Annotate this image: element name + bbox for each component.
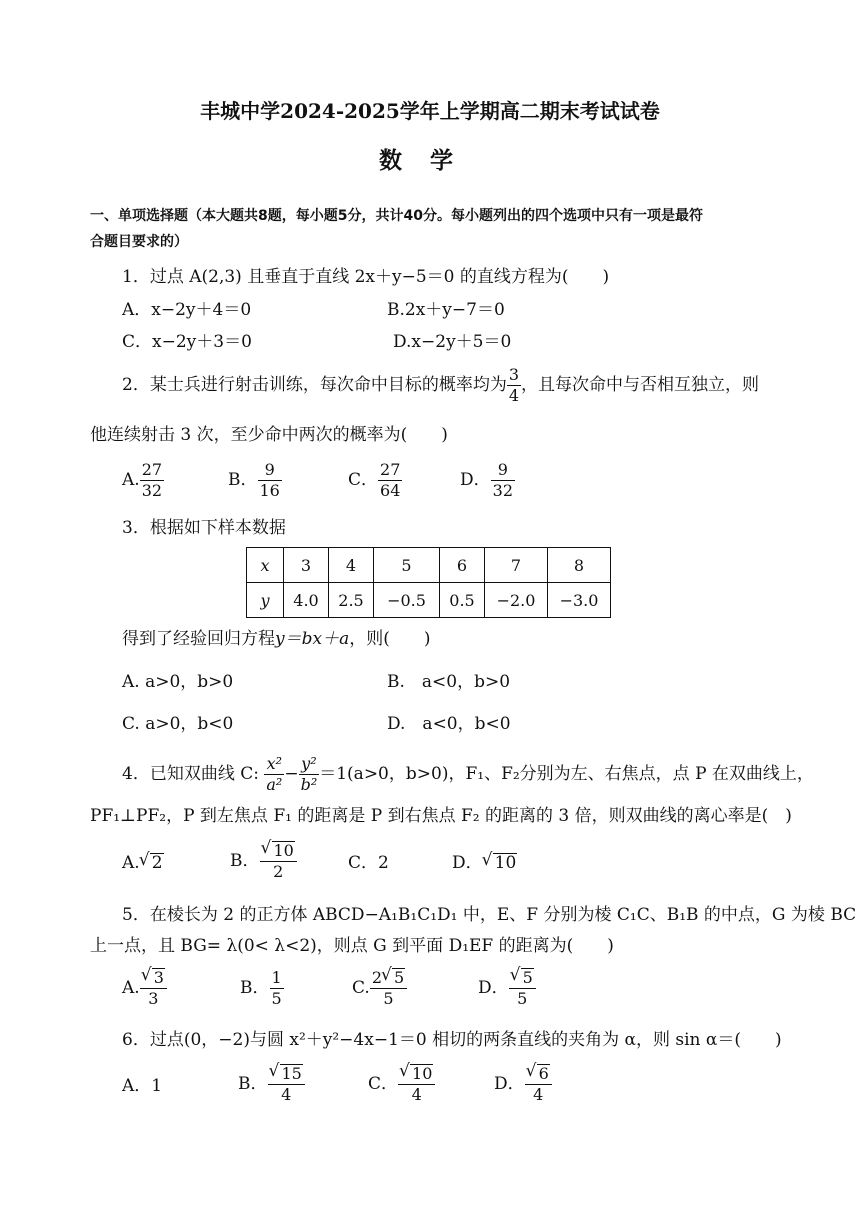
subject-title: 数学 xyxy=(379,147,481,174)
q5-option-a-radical: √ 3 xyxy=(152,968,165,987)
q2-option-a-den: 32 xyxy=(141,481,163,500)
table-cell: 3 xyxy=(284,548,329,583)
q2-stem-post: ，且每次命中与否相互独立，则 xyxy=(521,375,760,395)
q1-stem: 1．过点 A(2,3) 且垂直于直线 2x＋y−5＝0 的直线方程为( ) xyxy=(122,267,610,287)
q5-stem-line1: 5．在棱长为 2 的正方体 ABCD−A₁B₁C₁D₁ 中，E、F 分别为棱 C₁C、B₁B 的中点，G 为棱 BC xyxy=(122,905,857,925)
q4-frac2-den: b² xyxy=(300,775,318,794)
q4-option-b xyxy=(230,841,297,882)
q6-option-a-value: 1 xyxy=(151,1076,163,1096)
q4-option-d-label: D． xyxy=(452,853,483,873)
q3-option-b: B. a<0，b>0 xyxy=(387,672,511,692)
q4-frac1-num: x² xyxy=(264,754,284,775)
q6-option-c-label: C． xyxy=(368,1074,399,1094)
q1-option-b: B.2x＋y−7＝0 xyxy=(387,300,505,320)
q2-option-b-num: 9 xyxy=(258,460,282,481)
section-heading-line1: 一、单项选择题（本大题共8题，每小题5分，共计40分。每小题列出的四个选项中只有一项是最符 xyxy=(90,208,703,224)
q6-stem: 6．过点(0，−2)与圆 x²＋y²−4x−1＝0 相切的两条直线的夹角为 α，则 sin α＝( ) xyxy=(122,1030,782,1050)
table-cell-x-label: x xyxy=(247,548,284,583)
q5-option-a xyxy=(122,968,167,1009)
q1-option-c: C．x−2y＋3＝0 xyxy=(122,332,252,352)
q2-option-c xyxy=(348,460,402,501)
q5-option-d-label: D． xyxy=(478,978,509,998)
q5-option-b xyxy=(240,968,284,1009)
q2-option-b xyxy=(228,460,282,501)
q6-option-b-den: 4 xyxy=(281,1085,292,1104)
q4-option-b-label: B． xyxy=(230,851,260,871)
q5-option-c-radical: √ 5 xyxy=(392,968,405,987)
q3-option-c: C. a>0，b<0 xyxy=(122,714,234,734)
q2-stem-line2: 他连续射击 3 次，至少命中两次的概率为( ) xyxy=(90,425,448,445)
q4-fraction-x xyxy=(264,754,284,795)
q5-option-b-den: 5 xyxy=(271,989,282,1008)
table-cell: −0.5 xyxy=(374,583,440,618)
q2-option-d xyxy=(460,460,515,501)
q4-stem-line2: PF₁⊥PF₂，P 到左焦点 F₁ 的距离是 P 到右焦点 F₂ 的距离的 3 倍，则双曲线的离心率是( ) xyxy=(90,806,792,826)
table-cell: 4.0 xyxy=(284,583,329,618)
q3-regression-line xyxy=(122,628,430,650)
table-row xyxy=(247,548,611,583)
table-cell: 5 xyxy=(374,548,440,583)
q4-stem-pre: 4．已知双曲线 C: xyxy=(122,764,259,784)
q4-option-b-radical: √ 10 xyxy=(272,841,295,860)
q2-prob-den: 4 xyxy=(508,386,520,405)
q4-stem-post: ＝1(a>0，b>0)，F₁、F₂分别为左、右焦点，点 P 在双曲线上， xyxy=(319,764,814,784)
q3-regression-equation: y＝bx＋a xyxy=(275,629,350,649)
q5-option-d-den: 5 xyxy=(517,989,528,1008)
q4-option-b-den: 2 xyxy=(273,862,284,881)
q5-stem-line2: 上一点，且 BG= λ(0< λ<2)，则点 G 到平面 D₁EF 的距离为( ) xyxy=(90,936,614,956)
q4-frac2-num: y² xyxy=(299,754,320,775)
q2-option-d-den: 32 xyxy=(492,481,513,500)
q5-option-c xyxy=(352,968,407,1009)
q2-prob-num: 3 xyxy=(508,365,520,384)
q5-option-c-den: 5 xyxy=(383,989,394,1008)
q5-option-d-radical: √ 5 xyxy=(521,968,534,987)
table-row xyxy=(247,583,611,618)
q3-stem: 3．根据如下样本数据 xyxy=(122,518,286,538)
table-cell: 4 xyxy=(329,548,374,583)
q5-option-b-label: B． xyxy=(240,978,270,998)
section-heading-line2: 合题目要求的） xyxy=(90,234,188,250)
q4-option-a-radical: √ 2 xyxy=(150,853,164,872)
q2-stem-line1 xyxy=(122,365,759,406)
q5-option-c-coef: 2 xyxy=(371,968,382,987)
q2-option-b-den: 16 xyxy=(259,481,280,500)
table-cell: −2.0 xyxy=(485,583,548,618)
q2-stem-pre: 2．某士兵进行射击训练，每次命中目标的概率均为 xyxy=(122,375,507,395)
q3-option-d: D. a<0，b<0 xyxy=(387,714,511,734)
q3-regression-post: ，则( ) xyxy=(349,629,431,649)
q2-option-d-label: D． xyxy=(460,470,491,490)
q4-option-c-value: 2 xyxy=(378,853,389,873)
q2-option-c-num: 27 xyxy=(380,460,401,479)
q4-option-d-radical: √ 10 xyxy=(493,853,518,872)
q6-option-d xyxy=(494,1064,552,1105)
q5-option-b-num: 1 xyxy=(271,968,282,987)
q2-probability-fraction xyxy=(507,365,521,406)
q3-regression-pre: 得到了经验回归方程 xyxy=(122,629,275,649)
q5-option-a-label: A. xyxy=(122,978,140,998)
q2-option-c-label: C． xyxy=(348,470,379,490)
q1-option-d: D.x−2y＋5＝0 xyxy=(393,332,512,352)
q5-option-d xyxy=(478,968,536,1009)
q4-stem-line1 xyxy=(122,754,814,795)
q6-option-b-radical: √ 15 xyxy=(280,1064,303,1083)
q6-option-d-radical: √ 6 xyxy=(537,1064,550,1083)
q6-option-c-radical: √ 10 xyxy=(410,1064,433,1083)
table-cell: 7 xyxy=(485,548,548,583)
q4-option-c-label: C． xyxy=(348,853,379,873)
q4-minus: − xyxy=(284,764,299,784)
q6-option-d-den: 4 xyxy=(533,1085,544,1104)
q5-option-c-label: C. xyxy=(352,978,370,998)
q4-option-a-label: A. xyxy=(122,853,140,873)
table-cell-y-label: y xyxy=(247,583,284,618)
q6-option-b-label: B． xyxy=(238,1074,268,1094)
table-cell: 6 xyxy=(440,548,485,583)
table-cell: 2.5 xyxy=(329,583,374,618)
q4-option-a xyxy=(122,852,164,874)
q6-option-a-label: A． xyxy=(122,1076,152,1096)
table-cell: 8 xyxy=(548,548,611,583)
q2-option-a-label: A. xyxy=(122,470,140,490)
q3-data-table xyxy=(246,547,611,618)
q2-option-c-den: 64 xyxy=(380,481,401,500)
q1-option-a: A．x−2y＋4＝0 xyxy=(122,300,252,320)
table-cell: −3.0 xyxy=(548,583,611,618)
exam-title: 丰城中学2024-2025学年上学期高二期末考试试卷 xyxy=(200,99,660,123)
q6-option-c-den: 4 xyxy=(411,1085,422,1104)
q4-fraction-y xyxy=(299,754,320,795)
q6-option-d-label: D． xyxy=(494,1074,525,1094)
q5-option-a-den: 3 xyxy=(148,989,159,1008)
q6-option-b xyxy=(238,1064,305,1105)
q6-option-a xyxy=(122,1075,162,1097)
q4-option-c xyxy=(348,852,389,874)
q2-option-d-num: 9 xyxy=(491,460,515,481)
q3-option-a: A. a>0，b>0 xyxy=(122,672,234,692)
q4-option-d xyxy=(452,852,517,874)
q4-frac1-den: a² xyxy=(266,775,283,794)
q2-option-a-num: 27 xyxy=(141,460,163,479)
q2-option-b-label: B． xyxy=(228,470,258,490)
q2-option-a xyxy=(122,460,164,501)
table-cell: 0.5 xyxy=(440,583,485,618)
q6-option-c xyxy=(368,1064,435,1105)
